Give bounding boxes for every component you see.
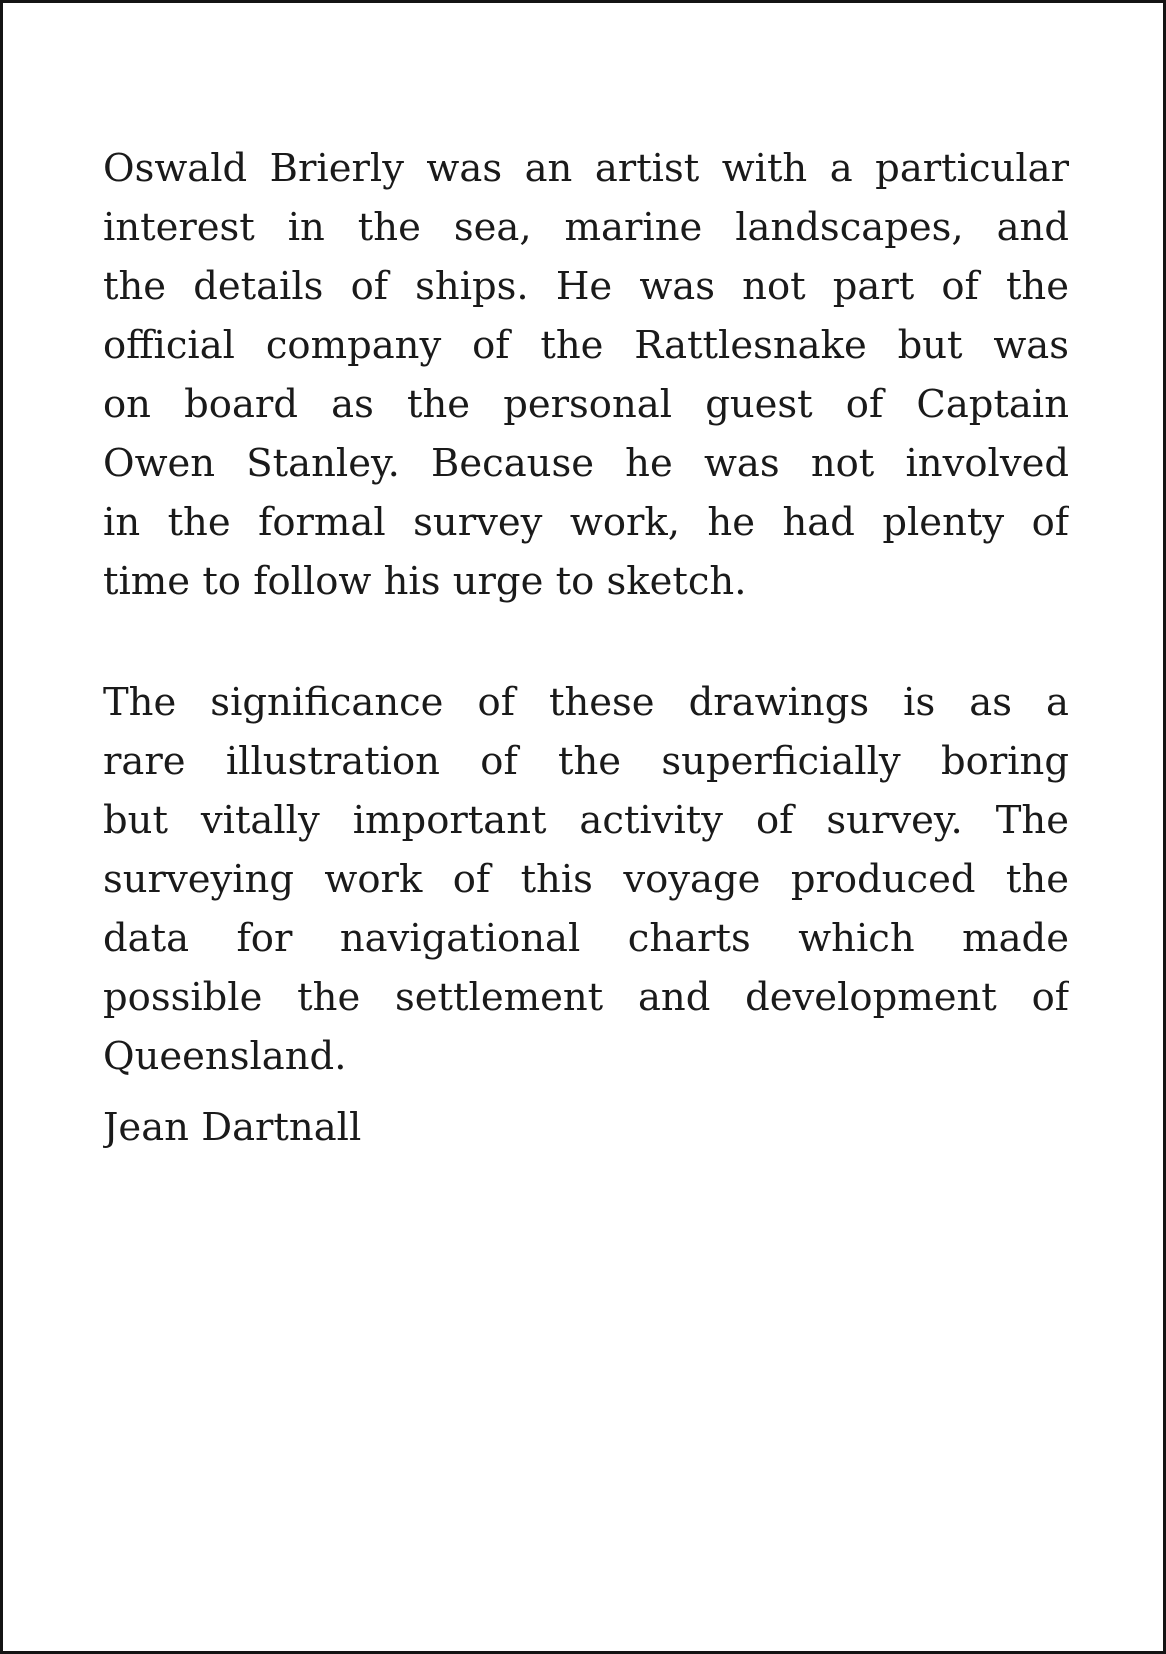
paragraph-line: Queensland. — [103, 1034, 347, 1079]
paragraph-line: Oswald Brierly was an artist with a particular — [103, 146, 1069, 191]
paragraph-line: data for navigational charts which made — [103, 916, 1069, 961]
paragraph-2 — [103, 673, 1069, 1086]
paragraph-line: time to follow his urge to sketch. — [103, 559, 747, 604]
paragraph-line: in the formal survey work, he had plenty of — [103, 500, 1069, 545]
paragraph-line: but vitally important activity of survey. The — [103, 798, 1069, 843]
paragraph-line: the details of ships. He was not part of the — [103, 264, 1069, 309]
paragraph-line: official company of the Rattlesnake but was — [103, 323, 1069, 368]
signature-block — [103, 1098, 1069, 1157]
author-signature: Jean Dartnall — [103, 1105, 362, 1150]
paragraph-line: rare illustration of the superficially boring — [103, 739, 1069, 784]
paragraph-1 — [103, 139, 1069, 611]
paragraph-line: Owen Stanley. Because he was not involved — [103, 441, 1069, 486]
paragraph-line: on board as the personal guest of Captain — [103, 382, 1069, 427]
paragraph-line: surveying work of this voyage produced the — [103, 857, 1069, 902]
paragraph-line: possible the settlement and development of — [103, 975, 1069, 1020]
paragraph-line: The significance of these drawings is as a — [103, 680, 1069, 725]
paragraph-line: interest in the sea, marine landscapes, and — [103, 205, 1069, 250]
